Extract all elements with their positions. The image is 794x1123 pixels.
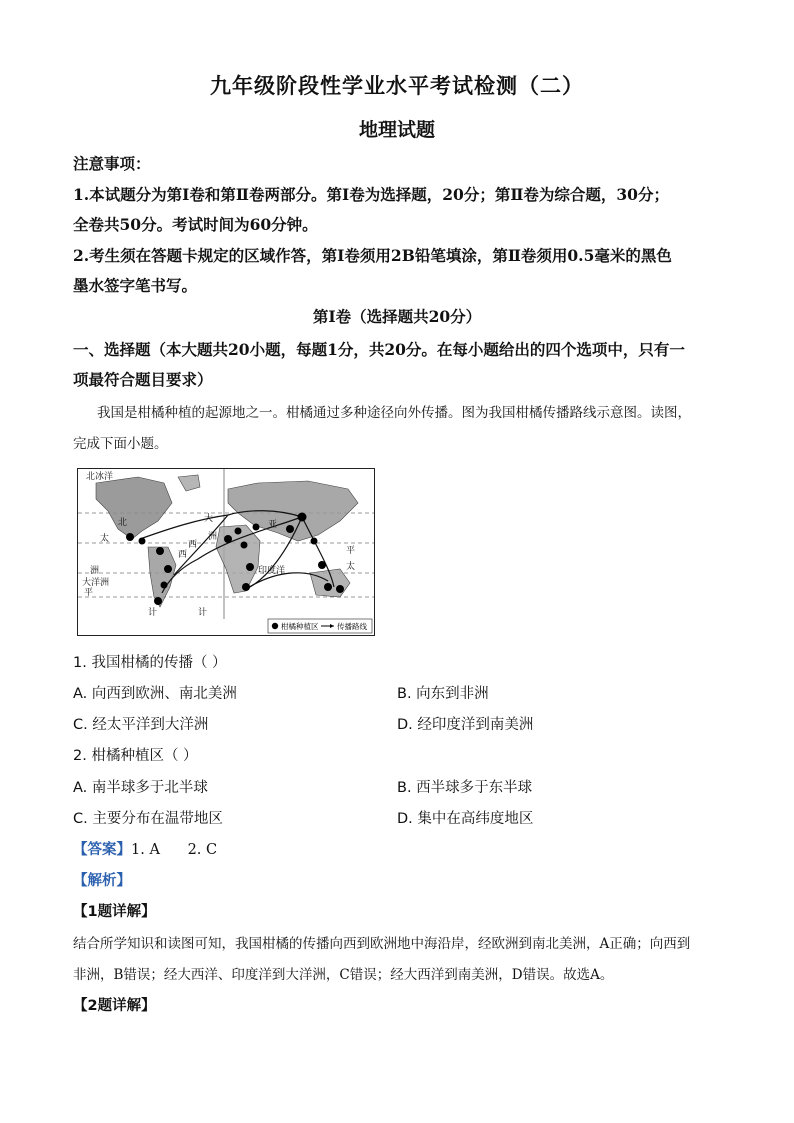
notice-line-1: 1.本试题分为第Ⅰ卷和第Ⅱ卷两部分。第Ⅰ卷为选择题，20分；第Ⅱ卷为综合题，30分； [73, 185, 669, 204]
q2-option-c: C. 主要分布在温带地区 [73, 811, 223, 827]
q1-option-d: D. 经印度洋到南美洲 [397, 717, 534, 733]
map-label: 太 [346, 562, 356, 572]
q1-option-a: A. 向西到欧洲、南北美洲 [73, 686, 237, 702]
q1-option-c: C. 经太平洋到大洋洲 [73, 717, 209, 733]
q2-analysis-heading: 【2题详解】 [73, 998, 156, 1014]
map-label: 洲 [208, 532, 218, 542]
world-map-svg [78, 469, 374, 635]
map-label: 计 [148, 608, 158, 618]
notice-heading: 注意事项： [73, 154, 151, 173]
question-1-stem: 1. 我国柑橘的传播（ ） [73, 655, 227, 671]
map-label: 亚 [268, 520, 278, 530]
map-label: 洲 [90, 566, 100, 576]
page-title: 九年级阶段性学业水平考试检测（二） [210, 73, 584, 98]
q1-analysis-line-1: 结合所学知识和读图可知，我国柑橘的传播向西到欧洲地中海沿岸，经欧洲到南北美洲，A正确；向西到 [73, 936, 691, 952]
map-label: 平 [84, 588, 94, 598]
legend-route-label: 传播路线 [337, 622, 367, 631]
passage-line-1: 我国是柑橘种植的起源地之一。柑橘通过多种途径向外传播。图为我国柑橘传播路线示意图。读图， [97, 405, 691, 421]
answer-label: 【答案】 [73, 842, 131, 858]
q2-option-b: B. 西半球多于东半球 [397, 780, 533, 796]
notice-line-3: 2.考生须在答题卡规定的区域作答，第Ⅰ卷须用2B铅笔填涂，第Ⅱ卷须用0.5毫米的黑色 [73, 246, 672, 265]
map-label: 印度洋 [258, 566, 286, 576]
section-title: 第Ⅰ卷（选择题共20分） [312, 307, 482, 326]
passage-line-2: 完成下面小题。 [73, 436, 168, 452]
citrus-spread-map [77, 468, 375, 636]
map-label: 大 [204, 514, 214, 524]
map-label: 西 [188, 540, 198, 550]
map-label: 北 [118, 518, 128, 528]
map-label: 大洋洲 [82, 578, 110, 588]
q1-option-b: B. 向东到非洲 [397, 686, 489, 702]
answer-line [73, 838, 217, 859]
map-label: 计 [198, 608, 208, 618]
notice-line-4: 墨水签字笔书写。 [73, 276, 198, 295]
q2-option-a: A. 南半球多于北半球 [73, 780, 208, 796]
question-2-stem: 2. 柑橘种植区（ ） [73, 748, 198, 764]
map-label: 西 [178, 550, 188, 560]
answer-text: 1. A 2. C [131, 842, 218, 858]
q1-analysis-line-2: 非洲，B错误；经大西洋、印度洋到大洋洲，C错误；经大西洋到南美洲，D错误。故选A。 [73, 967, 614, 983]
analysis-label: 【解析】 [73, 873, 131, 889]
map-label: 平 [346, 546, 356, 556]
legend-area-label: 柑橘种植区 [281, 622, 319, 631]
map-legend [268, 619, 372, 633]
map-label: 北冰洋 [86, 472, 114, 482]
notice-line-2: 全卷共50分。考试时间为60分钟。 [73, 215, 318, 234]
map-label: 太 [100, 534, 110, 544]
q2-option-d: D. 集中在高纬度地区 [397, 811, 534, 827]
q1-analysis-heading: 【1题详解】 [73, 904, 156, 920]
page-subtitle: 地理试题 [358, 119, 435, 141]
section-instruction-1: 一、选择题（本大题共20小题，每题1分，共20分。在每小题给出的四个选项中，只有一 [73, 340, 685, 359]
section-instruction-2: 项最符合题目要求） [73, 370, 213, 389]
